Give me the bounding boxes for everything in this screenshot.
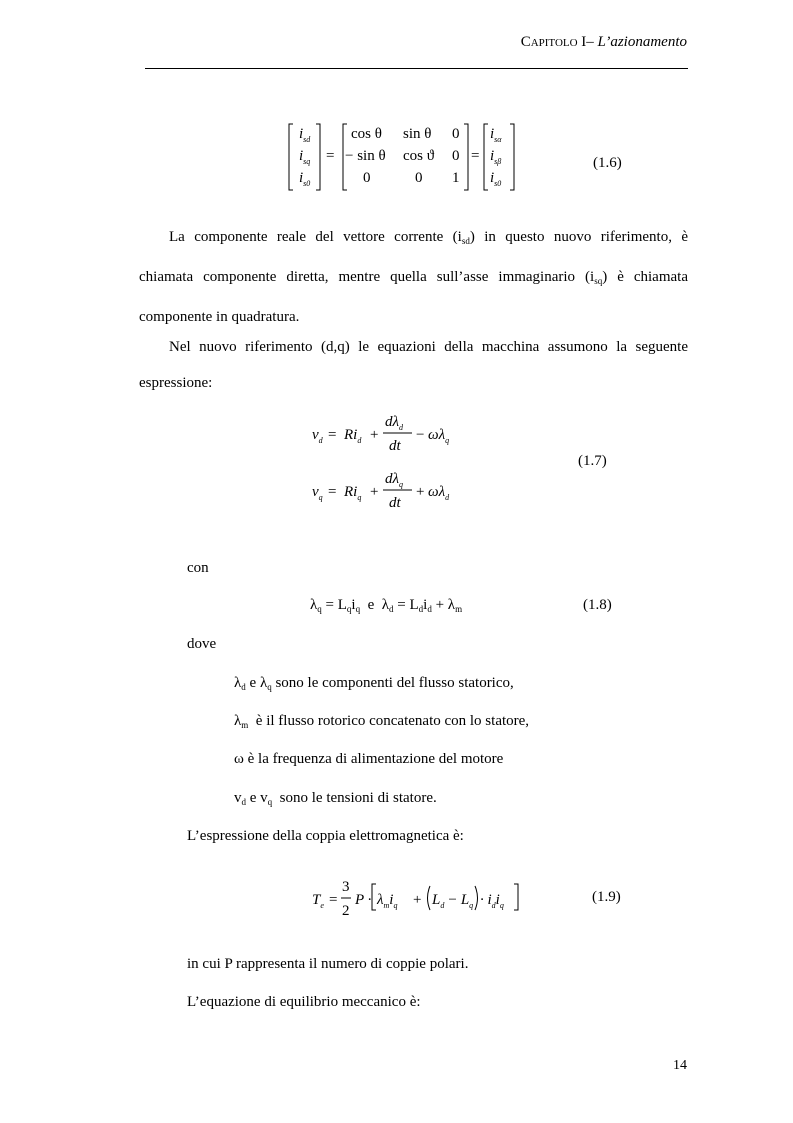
paren-close: [475, 886, 478, 910]
bracket-left-rhs: [484, 124, 488, 190]
equation-1-9: [308, 874, 523, 920]
eq19-T: $T_e$: [312, 892, 324, 910]
eq19-P: P ·: [355, 892, 372, 908]
equation-1-8: $\lambda_q = L_qi_q$ e $\lambda_d = L_di_d + \lambda_m$: [310, 597, 463, 614]
svg-text:=: =: [328, 427, 337, 443]
rhs-2: $i_{s\beta}$: [490, 148, 502, 166]
equals-1: =: [326, 148, 335, 164]
word-dove: dove: [187, 636, 217, 652]
coppia-intro: L’espressione della coppia elettromagnetica è:: [187, 828, 464, 844]
eq17-op-1: −: [416, 427, 425, 443]
page-number: 14: [673, 1058, 687, 1073]
eq17-den-1: dt: [389, 438, 401, 454]
list-item: ω è la frequenza di alimentazione del motore: [234, 751, 504, 767]
m-12: sin θ: [403, 126, 432, 142]
bracket-right-lhs: [316, 124, 320, 190]
chapter-number: I: [581, 34, 587, 50]
bracket-open: [372, 884, 376, 910]
svg-text:=: =: [328, 484, 337, 500]
m-31: 0: [363, 170, 371, 186]
bracket-left-lhs: [289, 124, 293, 190]
eq17-num-1: $d\lambda_d$: [385, 414, 403, 432]
word-con: con: [187, 560, 209, 576]
lhs-2: $i_{sq}$: [299, 148, 311, 166]
svg-text:+: +: [413, 892, 422, 908]
bracket-right-matrix: [464, 124, 468, 190]
bracket-close: [514, 884, 518, 910]
svg-text:=: =: [329, 892, 338, 908]
paren-open: [428, 886, 431, 910]
m-21: − sin θ: [345, 148, 386, 164]
eq19-den: 2: [342, 903, 350, 919]
eq17-op-2: +: [416, 484, 425, 500]
p2-line-2: espressione:: [139, 375, 213, 391]
p1-line-2: chiamata componente diretta, mentre quella sull’asse immaginario $(i_{sq})$ è chiamata: [139, 269, 688, 286]
p-equilibrio: L’equazione di equilibrio meccanico è:: [187, 994, 421, 1010]
eq19-num: 3: [342, 879, 350, 895]
equation-1-7: [308, 408, 468, 514]
list-item: $\lambda_d$ e $\lambda_q$ sono le componenti del flusso statorico,: [234, 675, 514, 692]
eq-number-1-7: (1.7): [578, 453, 607, 469]
rhs-3: $i_{s0}$: [490, 170, 502, 188]
eq-number-1-9: (1.9): [592, 889, 621, 905]
m-33: 1: [452, 170, 460, 186]
rhs-1: $i_{s\alpha}$: [490, 126, 502, 144]
svg-text:+: +: [370, 484, 379, 500]
eq-number-1-8: (1.8): [583, 597, 612, 613]
p-polari: in cui P rappresenta il numero di coppie polari.: [187, 956, 469, 972]
bracket-right-rhs: [510, 124, 514, 190]
eq17-v-d: $v_d$: [312, 427, 323, 445]
p1-line-1: La componente reale del vettore corrente $(i_{sd})$ in questo nuovo riferimento, è: [169, 229, 688, 246]
m-32: 0: [415, 170, 423, 186]
m-13: 0: [452, 126, 460, 142]
eq19-lambda: $\lambda_mi_q$: [377, 892, 398, 910]
eq17-ri-d: $Ri_d$: [344, 427, 362, 445]
lhs-3: $i_{s0}$: [299, 170, 311, 188]
running-header: [521, 34, 687, 51]
list-item: $v_d$ e $v_q$ sono le tensioni di statore.: [234, 790, 437, 807]
chapter-title: L’azionamento: [597, 34, 687, 50]
chapter-prefix: Capitolo: [520, 34, 578, 50]
header-rule: [145, 68, 688, 69]
m-23: 0: [452, 148, 460, 164]
eq19-tail: · $i_di_q$: [480, 892, 504, 910]
header-dash: –: [586, 34, 594, 50]
paragraph-2: [139, 329, 688, 401]
eq19-L-diff: $L_d - L_q$: [432, 892, 474, 910]
equals-2: =: [471, 148, 480, 164]
p1-line-3: componente in quadratura.: [139, 309, 300, 325]
paragraph-1: [139, 219, 688, 335]
eq17-ri-q: $Ri_q$: [344, 484, 362, 502]
m-22: cos ϑ: [403, 148, 435, 164]
p2-line-1: Nel nuovo riferimento (d,q) le equazioni della macchina assumono la seguente: [169, 339, 688, 355]
m-11: cos θ: [351, 126, 382, 142]
eq17-w-2: $\omega\lambda_d$: [428, 484, 450, 502]
eq17-v-q: $v_q$: [312, 484, 323, 502]
eq-number-1-6: (1.6): [593, 155, 622, 171]
svg-text:+: +: [370, 427, 379, 443]
eq17-w-1: $\omega\lambda_q$: [428, 427, 450, 445]
eq17-num-2: $d\lambda_q$: [385, 471, 403, 489]
eq17-den-2: dt: [389, 495, 401, 511]
lhs-1: $i_{sd}$: [299, 126, 311, 144]
equation-1-6: [285, 118, 535, 194]
list-item: $\lambda_m$ è il flusso rotorico concatenato con lo statore,: [234, 713, 530, 730]
